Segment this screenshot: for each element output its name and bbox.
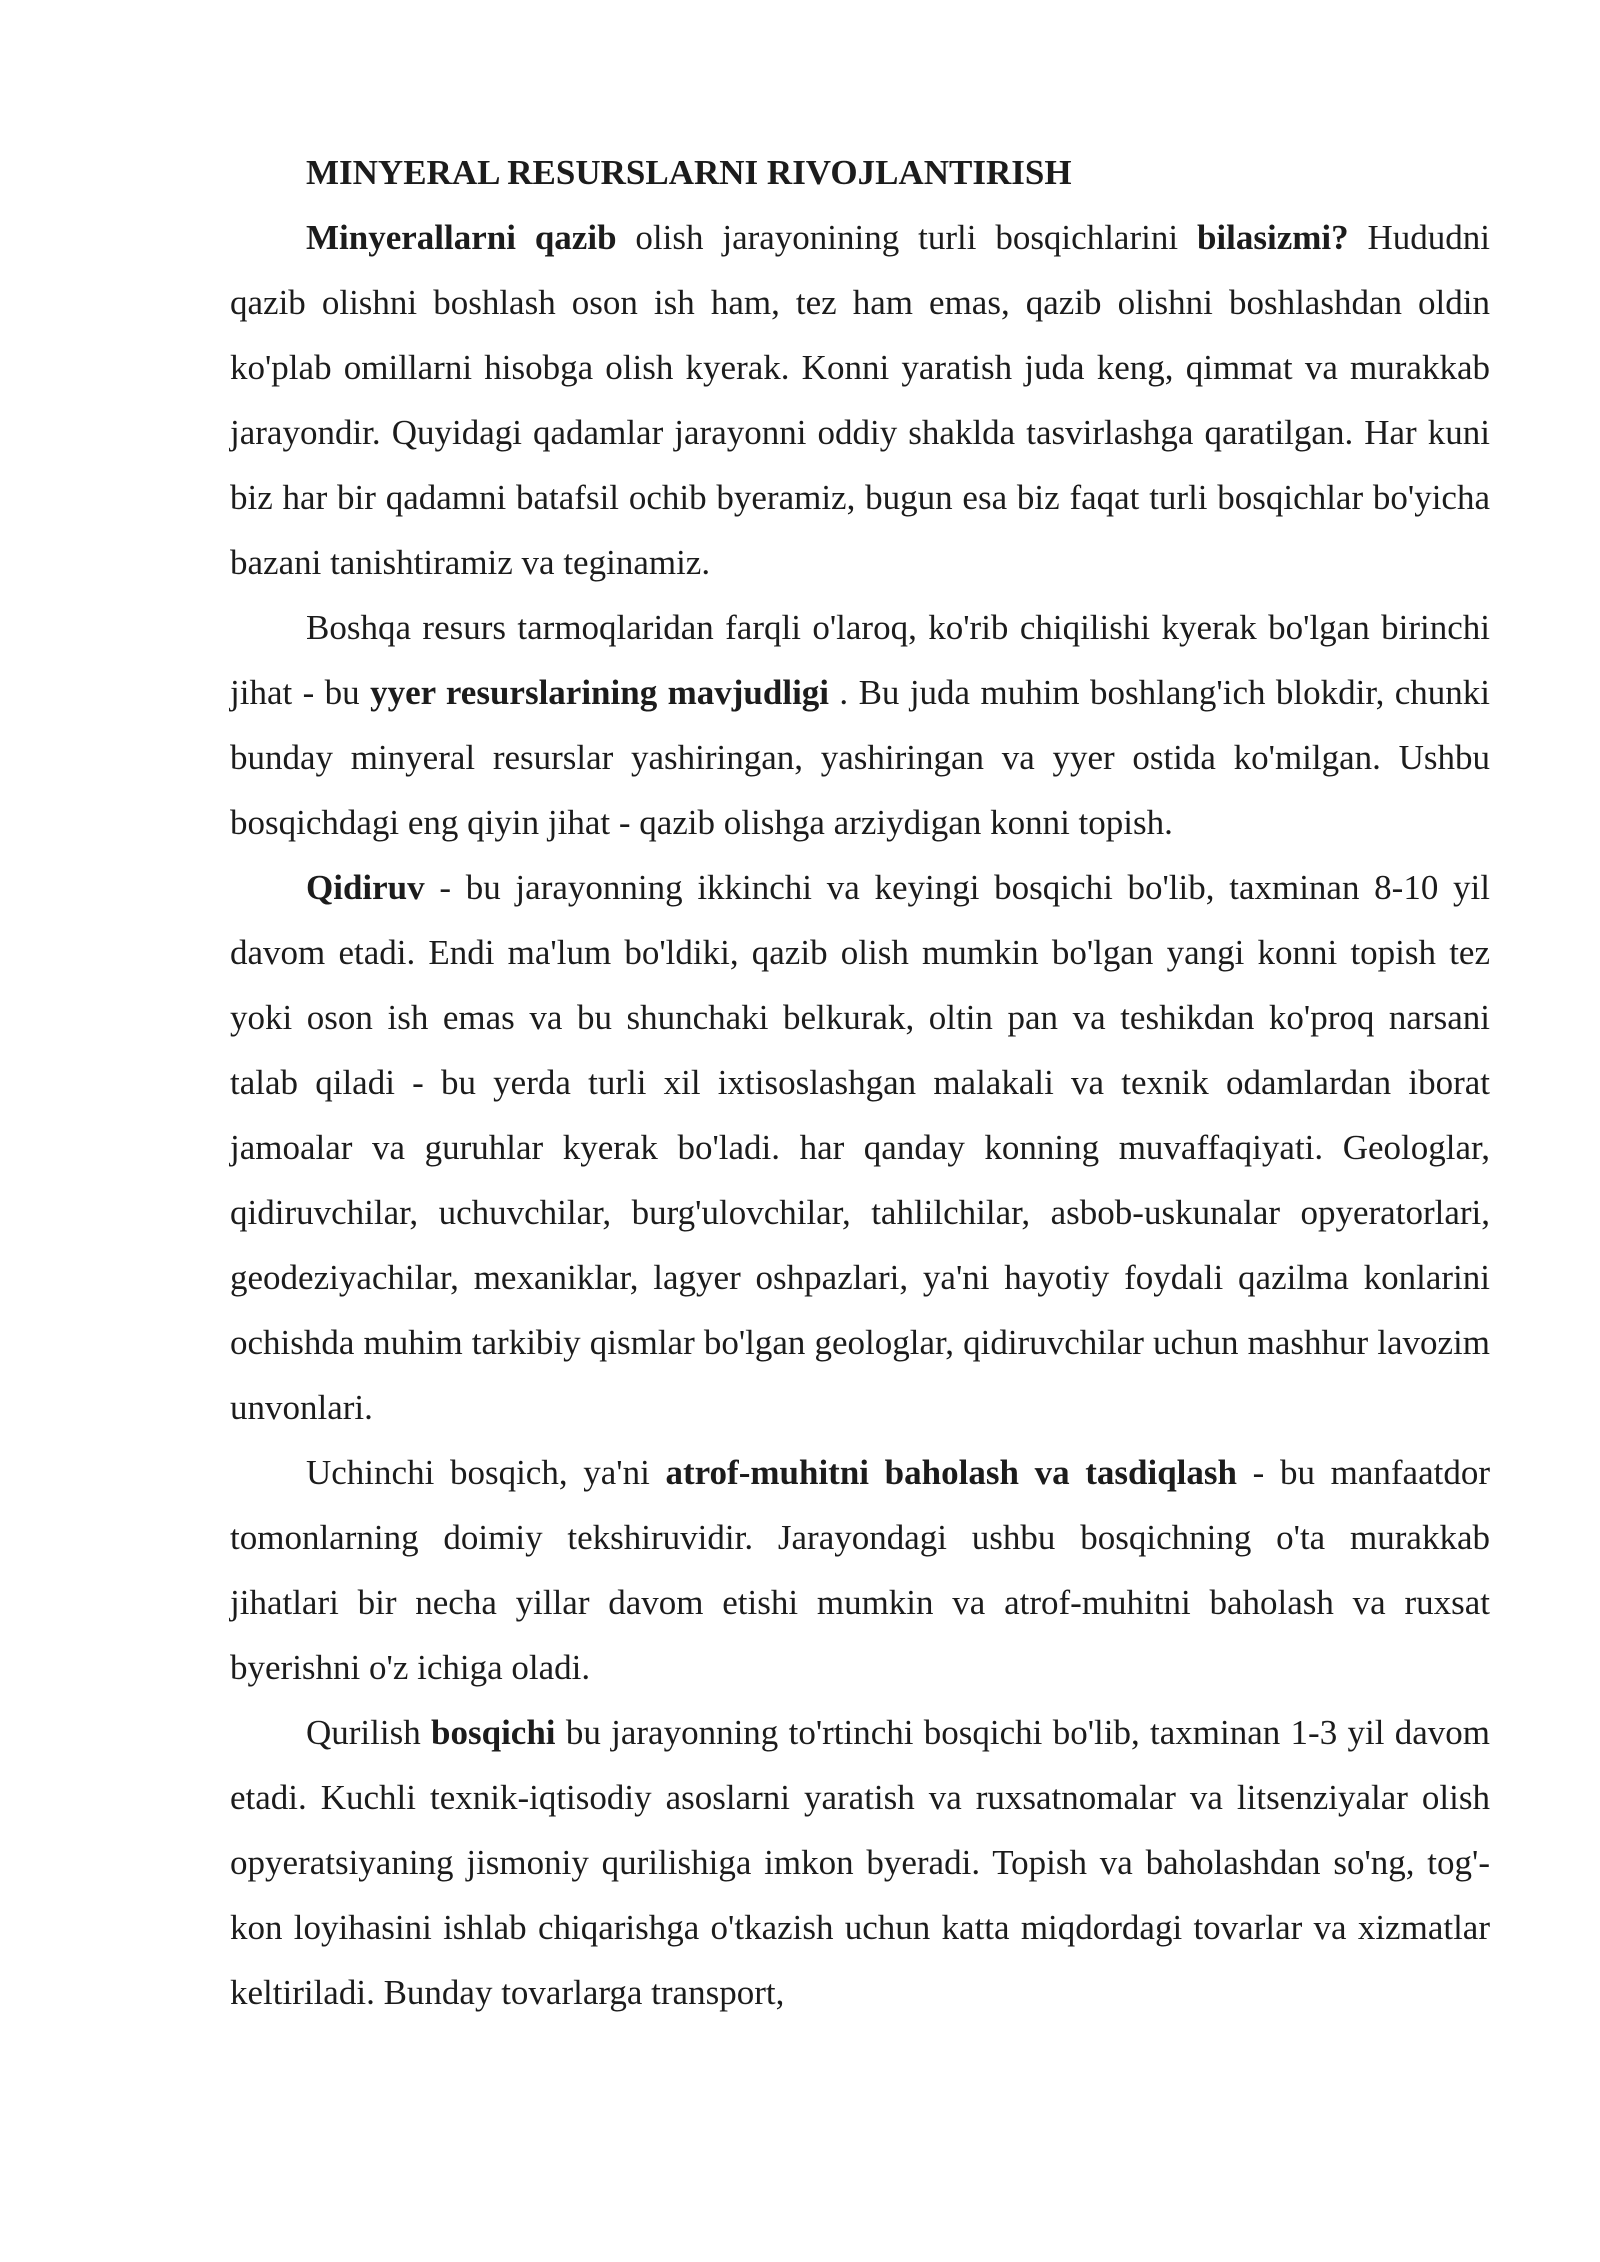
text-run: - bu manfaatdor tomonlarning doimiy tekshiruvidir. Jarayondagi ushbu bosqichning o'ta murakkab jihatlari bir necha yillar davom etishi mumkin va atrof-muhitni baholash va ruxsat byerishni o'z ichiga oladi. [230, 1453, 1490, 1687]
document-body [230, 205, 1490, 2025]
document-page [230, 140, 1490, 2025]
paragraph [230, 205, 1490, 595]
document-title: MINYERAL RESURSLARNI RIVOJLANTIRISH [306, 153, 1072, 192]
bold-text-run: Qidiruv [306, 868, 425, 907]
text-run: bu jarayonning to'rtinchi bosqichi bo'lib, taxminan 1-3 yil davom etadi. Kuchli texnik-iqtisodiy asoslarni yaratish va ruxsatnomalar va litsenziyalar olish opyeratsiyaning jismoniy qurilishiga imkon byeradi. Topish va baholashdan so'ng, tog'-kon loyihasini ishlab chiqarishga o'tkazish uchun katta miqdordagi tovarlar va xizmatlar keltiriladi. Bunday tovarlarga transport, [230, 1713, 1490, 2012]
bold-text-run: bosqichi [431, 1713, 556, 1752]
paragraph [230, 595, 1490, 855]
text-run: - bu jarayonning ikkinchi va keyingi bosqichi bo'lib, taxminan 8-10 yil davom etadi. Endi ma'lum bo'ldiki, qazib olish mumkin bo'lgan yangi konni topish tez yoki oson ish emas va bu shunchaki belkurak, oltin pan va teshikdan ko'proq narsani talab qiladi - bu yerda turli xil ixtisoslashgan malakali va texnik odamlardan iborat jamoalar va guruhlar kyerak bo'ladi. har qanday konning muvaffaqiyati. Geologlar, qidiruvchilar, uchuvchilar, burg'ulovchilar, tahlilchilar, asbob-uskunalar opyeratorlari, geodeziyachilar, mexaniklar, lagyer oshpazlari, ya'ni hayotiy foydali qazilma konlarini ochishda muhim tarkibiy qismlar bo'lgan geologlar, qidiruvchilar uchun mashhur lavozim unvonlari. [230, 868, 1490, 1427]
paragraph [230, 1440, 1490, 1700]
text-run: Hududni qazib olishni boshlash oson ish ham, tez ham emas, qazib olishni boshlashdan oldin ko'plab omillarni hisobga olish kyerak. Konni yaratish juda keng, qimmat va murakkab jarayondir. Quyidagi qadamlar jarayonni oddiy shaklda tasvirlashga qaratilgan. Har kuni biz har bir qadamni batafsil ochib byeramiz, bugun esa biz faqat turli bosqichlar bo'yicha bazani tanishtiramiz va teginamiz. [230, 218, 1490, 582]
bold-text-run: bilasizmi? [1196, 218, 1349, 257]
bold-text-run: Minyerallarni qazib [306, 218, 617, 257]
text-run: olish jarayonining turli bosqichlarini [616, 218, 1197, 257]
text-run: Boshqa resurs tarmoqlaridan farqli o'laroq, ko'rib chiqilishi kyerak bo'lgan birinchi jihat - bu [230, 608, 1490, 712]
paragraph [230, 1700, 1490, 2025]
text-run: . Bu juda muhim boshlang'ich blokdir, chunki bunday minyeral resurslar yashiringan, yashiringan va yyer ostida ko'milgan. Ushbu bosqichdagi eng qiyin jihat - qazib olishga arziydigan konni topish. [230, 673, 1490, 842]
paragraph [230, 855, 1490, 1440]
bold-text-run: yyer resurslarining mavjudligi [370, 673, 830, 712]
bold-text-run: atrof-muhitni baholash va tasdiqlash [665, 1453, 1237, 1492]
text-run: Qurilish [306, 1713, 432, 1752]
text-run: Uchinchi bosqich, ya'ni [306, 1453, 666, 1492]
